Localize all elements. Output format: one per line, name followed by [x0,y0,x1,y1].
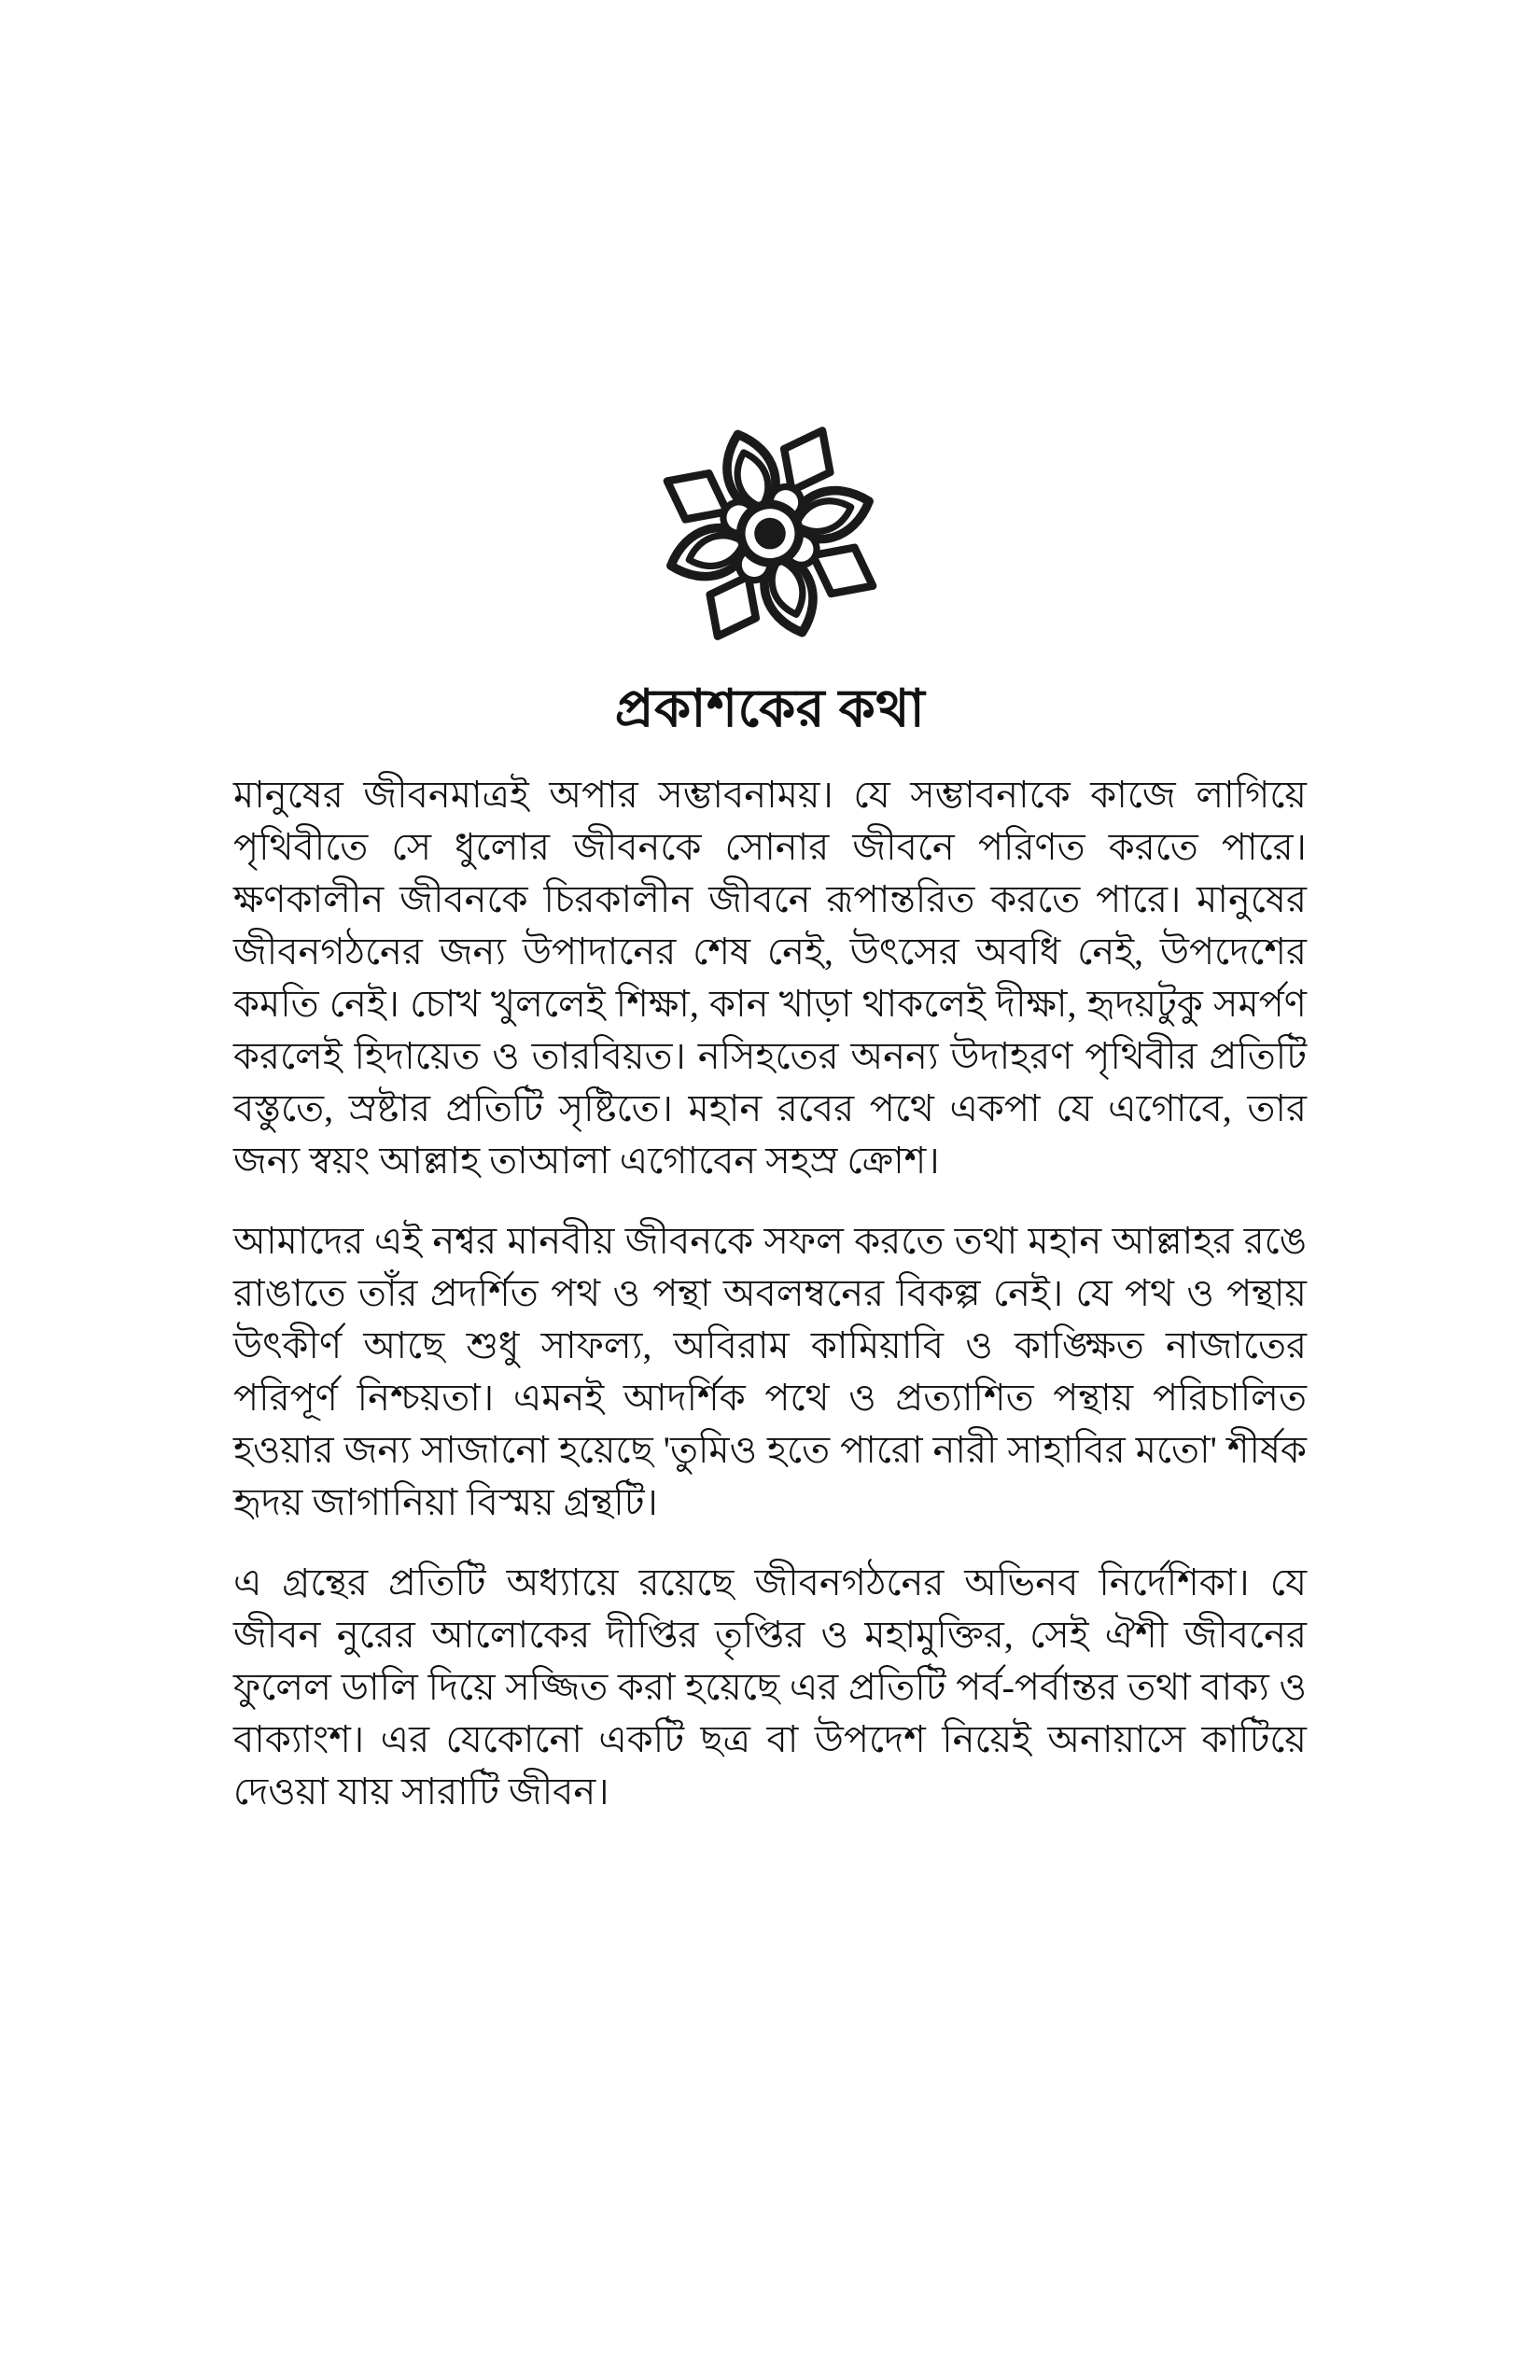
paragraph-2: আমাদের এই নশ্বর মানবীয় জীবনকে সফল করতে তথা মহান আল্লাহর রঙে রাঙাতে তাঁর প্রদর্শিত পথ ও পন্থা অবলম্বনের বিকল্প নেই। যে পথ ও পন্থায় উৎকীর্ণ আছে শুধু সাফল্য, অবিরাম কামিয়াবি ও কাঙ্ক্ষিত নাজাতের পরিপূর্ণ নিশ্চয়তা। এমনই আদর্শিক পথে ও প্রত্যাশিত পন্থায় পরিচালিত হওয়ার জন্য সাজানো হয়েছে 'তুমিও হতে পারো নারী সাহাবির মতো' শীর্ষক হৃদয় জাগানিয়া বিস্ময় গ্রন্থটি। [233,1220,1307,1523]
paragraph-1: মানুষের জীবনমাত্রই অপার সম্ভাবনাময়। যে সম্ভাবনাকে কাজে লাগিয়ে পৃথিবীতে সে ধুলোর জীবনকে সোনার জীবনে পরিণত করতে পারে। ক্ষণকালীন জীবনকে চিরকালীন জীবনে রূপান্তরিত করতে পারে। মানুষের জীবনগঠনের জন্য উপাদানের শেষ নেই, উৎসের অবধি নেই, উপদেশের কমতি নেই। চোখ খুললেই শিক্ষা, কান খাড়া থাকলেই দীক্ষা, হৃদয়টুকু সমর্পণ করলেই হিদায়েত ও তারবিয়ত। নসিহতের অনন্য উদাহরণ পৃথিবীর প্রতিটি বস্তুতে, স্রষ্টার প্রতিটি সৃষ্টিতে। মহান রবের পথে একপা যে এগোবে, তার জন্য স্বয়ং আল্লাহ তাআলা এগোবেন সহস্র ক্রোশ। [233,774,1307,1182]
page-title: প্রকাশকের কথা [614,680,926,738]
body-text [233,769,1307,1818]
page-content [233,418,1307,1818]
paragraph-3: এ গ্রন্থের প্রতিটি অধ্যায়ে রয়েছে জীবনগঠনের অভিনব নির্দেশিকা। যে জীবন নুরের আলোকের দীপ্তির তৃপ্তির ও মহামুক্তির, সেই ঐশী জীবনের ফুলেল ডালি দিয়ে সজ্জিত করা হয়েছে এর প্রতিটি পর্ব-পর্বান্তর তথা বাক্য ও বাক্যাংশ। এর যেকোনো একটি ছত্র বা উপদেশ নিয়েই অনায়াসে কাটিয়ে দেওয়া যায় সারাটি জীবন। [233,1561,1307,1813]
flower-ornament-icon [639,418,901,653]
